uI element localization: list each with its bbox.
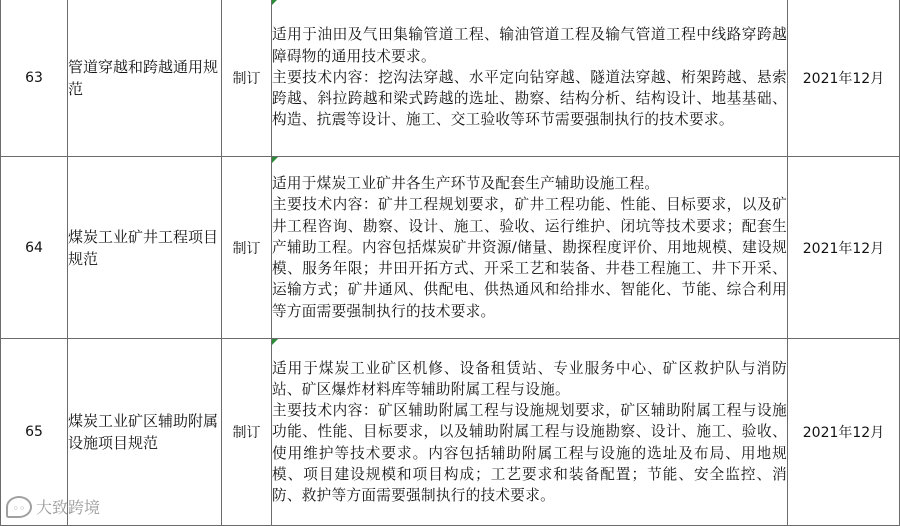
row-number[interactable]: 64 [1, 157, 68, 339]
table-row [1, 157, 900, 339]
description-cell[interactable] [272, 0, 788, 157]
scope-text: 适用于煤炭工业矿区机修、设备租赁站、专业服务中心、矿区救护队与消防站、矿区爆炸材料库等辅助附属工程与设施。 [272, 359, 787, 398]
chat-bubble-icon: ◦◦ [6, 496, 32, 518]
standard-name[interactable]: 煤炭工业矿井工程项目规范 [68, 157, 222, 339]
standard-name[interactable]: 煤炭工业矿区辅助附属设施项目规范 [68, 339, 222, 526]
row-number[interactable]: 65 [1, 339, 68, 526]
content-text: 主要技术内容：矿区辅助附属工程与设施规划要求，矿区辅助附属工程与设施功能、性能、目标要求，以及辅助附属工程与设施勘察、设计、施工、验收、使用维护等技术要求。内容包括辅助附属工程与设施的选址及布局、用地规模、项目建设规模和项目构成；工艺要求和装备配置；节能、安全监控、消防、救护等方面需要强制执行的技术要求。 [272, 402, 787, 504]
table-row [1, 339, 900, 526]
completion-date[interactable]: 2021年12月 [788, 157, 900, 339]
completion-date[interactable]: 2021年12月 [788, 339, 900, 526]
table-row [1, 0, 900, 157]
scope-text: 适用于油田及气田集输管道工程、输油管道工程及输气管道工程中线路穿跨越障碍物的通用技术要求。 [272, 26, 787, 65]
row-number[interactable]: 63 [1, 0, 68, 157]
description-cell[interactable] [272, 157, 788, 339]
task-type[interactable]: 制订 [222, 157, 272, 339]
scope-text: 适用于煤炭工业矿井各生产环节及配套生产辅助设施工程。 [272, 175, 660, 193]
task-type[interactable]: 制订 [222, 0, 272, 157]
content-text: 主要技术内容：挖沟法穿越、水平定向钻穿越、隧道法穿越、桁架跨越、悬索跨越、斜拉跨越和梁式跨越的选址、勘察、结构分析、结构设计、地基基础、构造、抗震等设计、施工、交工验收等环节需要强制执行的技术要求。 [272, 68, 787, 129]
content-text: 主要技术内容：矿井工程规划要求，矿井工程功能、性能、目标要求，以及矿井工程咨询、勘察、设计、施工、验收、运行维护、闭坑等技术要求；配套生产辅助工程。内容包括煤炭矿井资源/储量、勘探程度评价、用地规模、建设规模、服务年限；井田开拓方式、开采工艺和装备、井巷工程施工、井下开采、运输方式；矿井通风、供配电、供热通风和给排水、智能化、节能、综合利用等方面需要强制执行的技术要求。 [272, 196, 787, 320]
standard-name[interactable]: 管道穿越和跨越通用规范 [68, 0, 222, 157]
description-cell[interactable] [272, 339, 788, 526]
task-type[interactable]: 制订 [222, 339, 272, 526]
completion-date[interactable]: 2021年12月 [788, 0, 900, 157]
watermark-text: 大致跨境 [36, 498, 101, 517]
